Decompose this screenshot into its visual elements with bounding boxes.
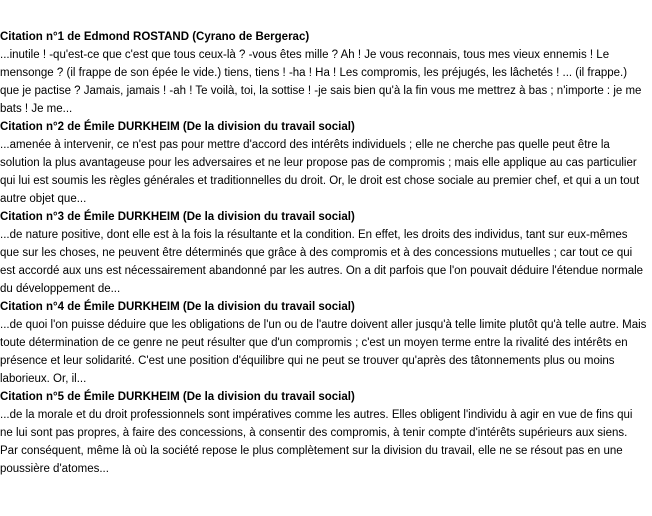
citation-text: ...inutile ! -qu'est-ce que c'est que tous ceux-là ? -vous êtes mille ? Ah ! Je vous reconnais, tous mes vieux ennemis ! Le mensonge ? (il frappe de son épée le vide.) tiens, tiens ! -ha ! Ha ! Les compromis, les préjugés, les lâchetés ! ... (il frappe.) que je pactise ? Jamais, jamais ! -ah ! Te voilà, toi, la sottise ! -je sais bien qu'à la fin vous me mettrez à bas ; n'importe : je me bats ! Je me... (0, 49, 642, 115)
citation-list (0, 28, 650, 478)
citation-text: ...de quoi l'on puisse déduire que les obligations de l'un ou de l'autre doivent aller jusqu'à telle limite plutôt qu'à telle autre. Mais toute détermination de ce genre ne peut résulter que d'un compromis ; c'est un moyen terme entre la rivalité des intérêts en présence et leur solidarité. C'est une position d'équilibre qui ne peut se trouver qu'après des tâtonnements plus ou moins laborieux. Or, il... (0, 319, 647, 385)
citation-title: Citation n°4 de Émile DURKHEIM (De la division du travail social) (0, 301, 355, 313)
citation-1 (0, 28, 650, 118)
citation-5 (0, 388, 650, 478)
citation-title: Citation n°2 de Émile DURKHEIM (De la division du travail social) (0, 121, 355, 133)
citation-text: ...amenée à intervenir, ce n'est pas pour mettre d'accord des intérêts individuels ; elle ne cherche pas quelle peut être la solution la plus avantageuse pour les adversaires et ne leur propose pas de compromis ; mais elle applique au cas particulier qui lui est soumis les règles générales et traditionnelles du droit. Or, le droit est chose sociale au premier chef, et qui a un tout autre objet que... (0, 139, 640, 205)
citation-4 (0, 298, 650, 388)
citation-title: Citation n°1 de Edmond ROSTAND (Cyrano de Bergerac) (0, 31, 310, 43)
citation-title: Citation n°5 de Émile DURKHEIM (De la division du travail social) (0, 391, 355, 403)
citation-text: ...de nature positive, dont elle est à la fois la résultante et la condition. En effet, les droits des individus, tant sur eux-mêmes que sur les choses, ne peuvent être déterminés que grâce à des compromis et à des concessions mutuelles ; car tout ce qui est accordé aux uns est nécessairement abandonné par les autres. On a dit parfois que l'on pouvait déduire l'étendue normale du développement de... (0, 229, 644, 295)
citation-3 (0, 208, 650, 298)
citation-2 (0, 118, 650, 208)
citation-text: ...de la morale et du droit professionnels sont impératives comme les autres. Elles obligent l'individu à agir en vue de fins qui ne lui sont pas propres, à faire des concessions, à consentir des compromis, à tenir compte d'intérêts supérieurs aux siens. Par conséquent, même là où la société repose le plus complètement sur la division du travail, elle ne se résout pas en une poussière d'atomes... (0, 409, 633, 475)
citation-title: Citation n°3 de Émile DURKHEIM (De la division du travail social) (0, 211, 355, 223)
